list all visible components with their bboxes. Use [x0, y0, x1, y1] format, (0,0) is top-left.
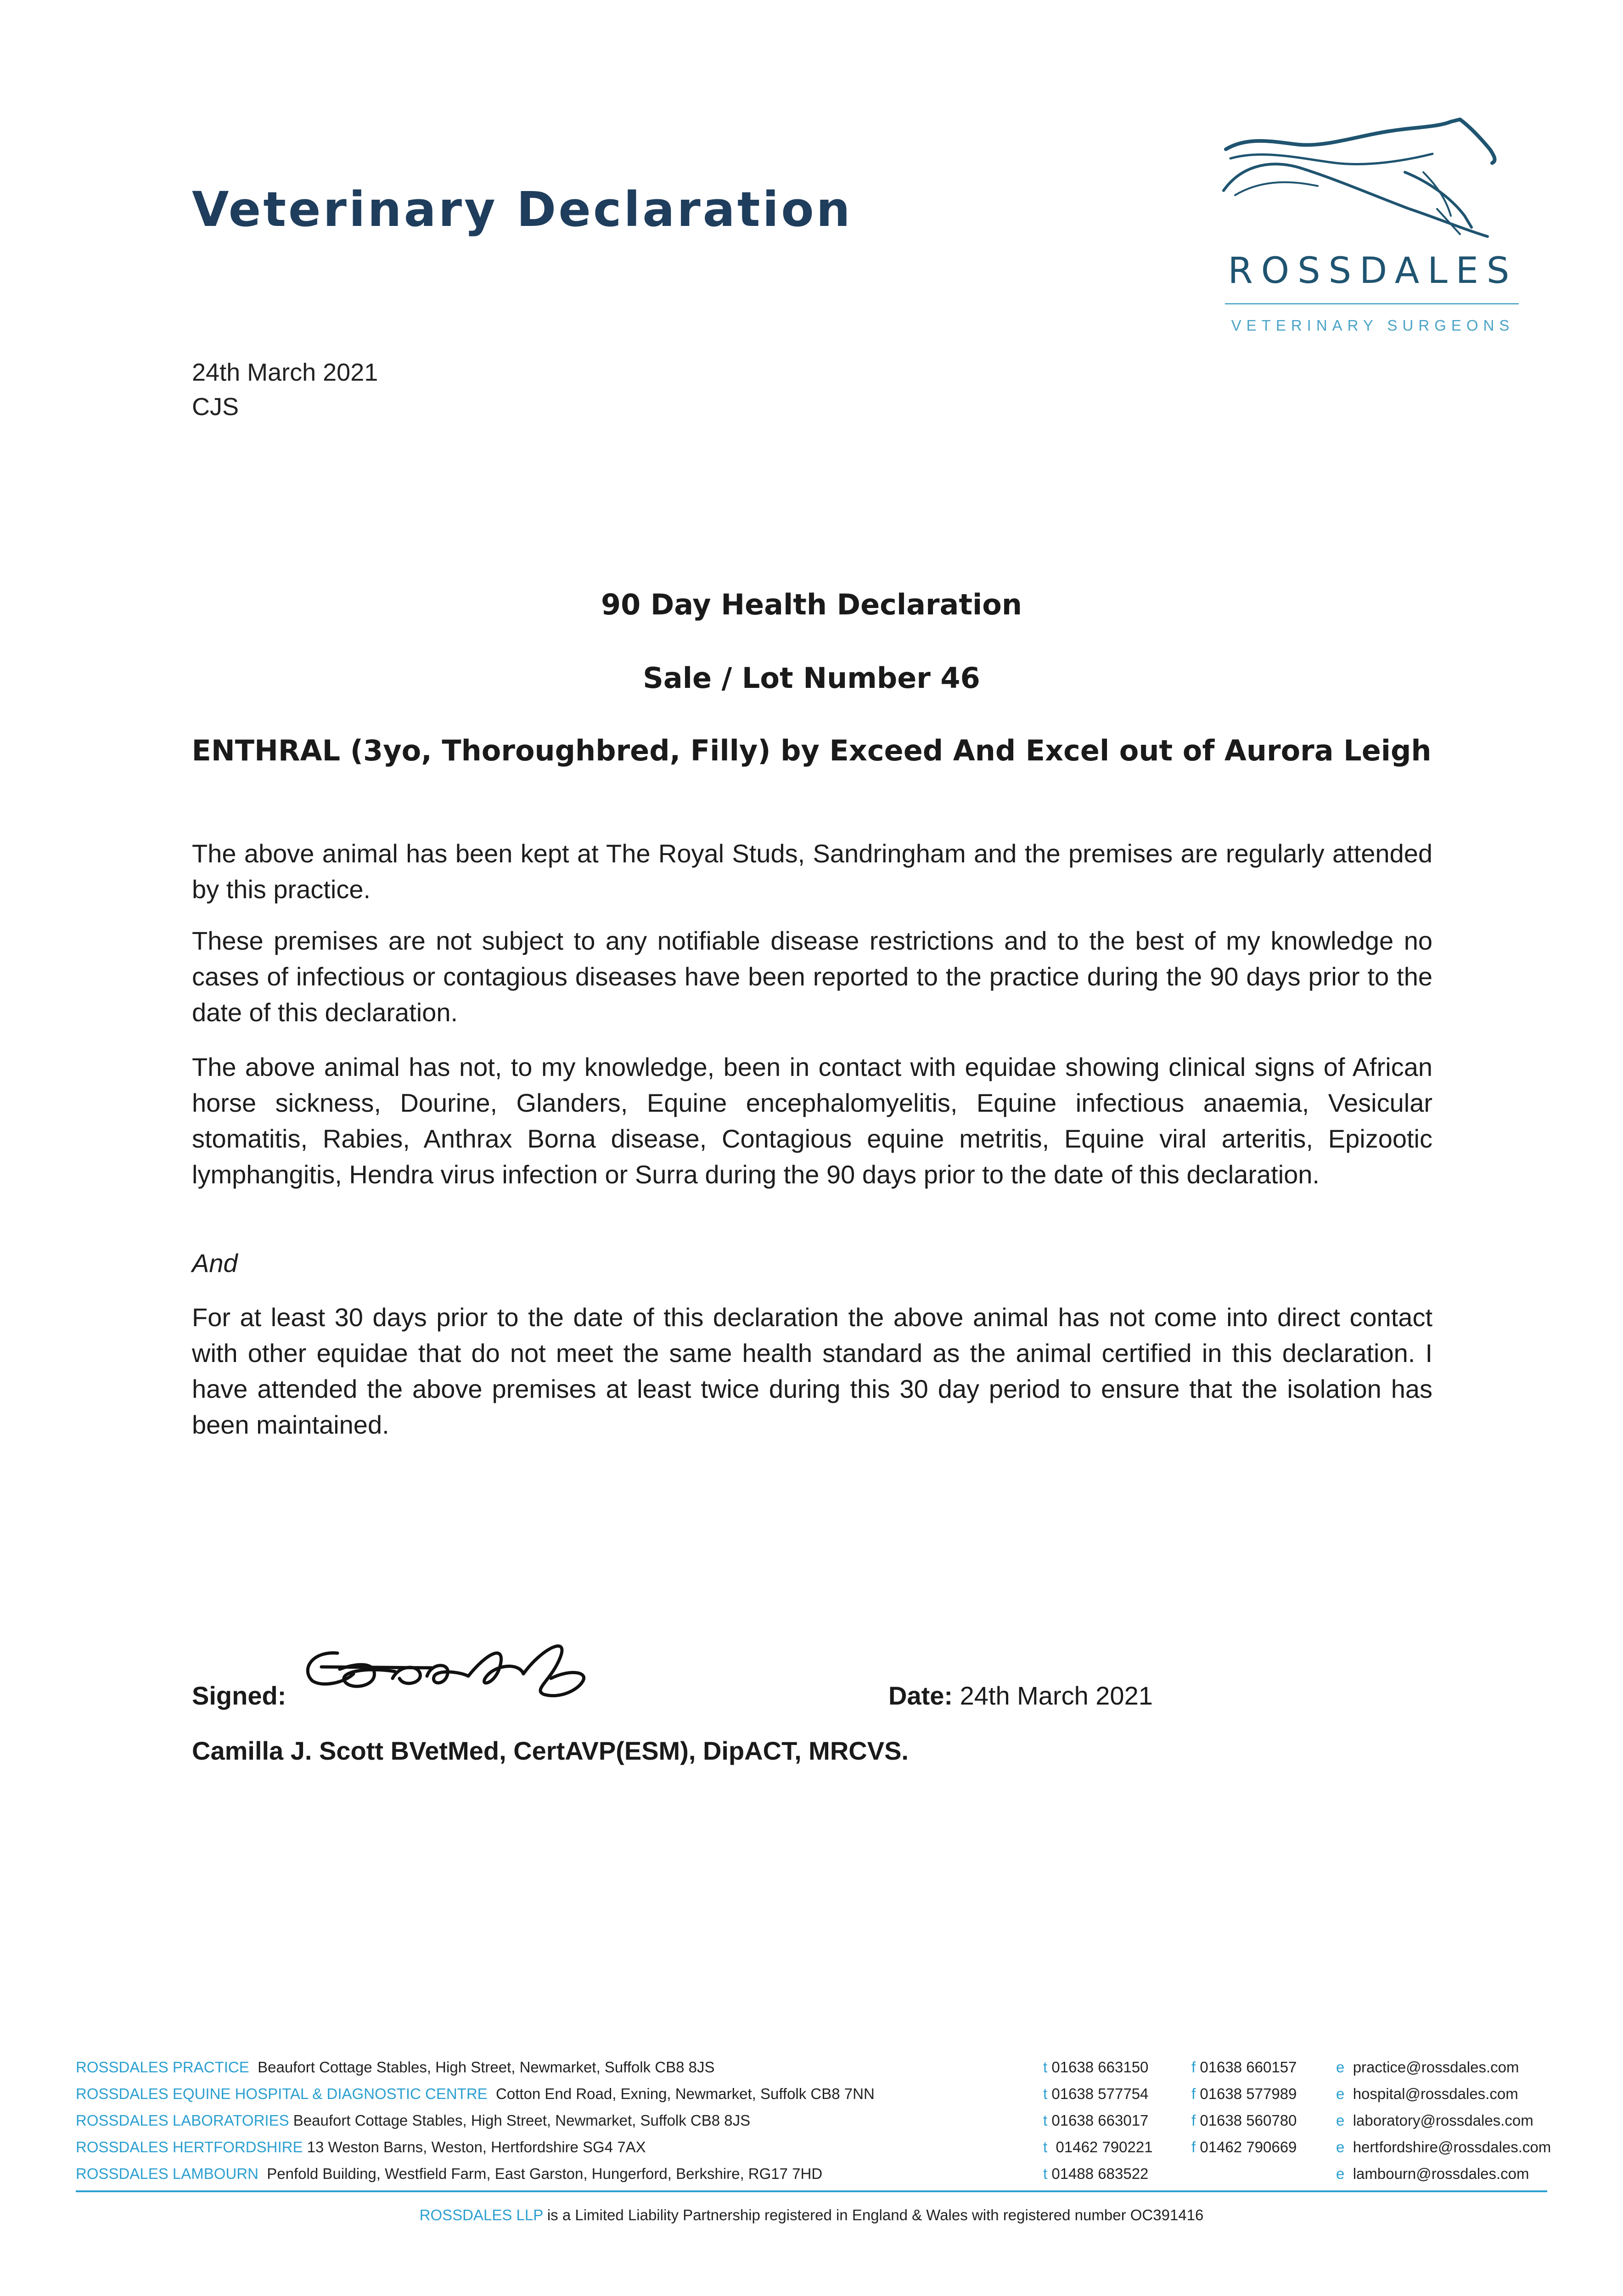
footer-row [76, 2059, 715, 2076]
handwritten-signature [294, 1626, 606, 1717]
footer-row [76, 2165, 822, 2183]
animal-heading: ENTHRAL (3yo, Thoroughbred, Filly) by Exceed And Excel out of Aurora Leigh [191, 734, 1432, 767]
footer-office-address: Cotton End Road, Exning, Newmarket, Suffolk CB8 7NN [496, 2085, 875, 2102]
lot-heading: Sale / Lot Number 46 [643, 661, 980, 695]
footer-email: e hospital@rossdales.com [1336, 2085, 1518, 2102]
footer-telephone: t 01638 577754 [1043, 2085, 1149, 2102]
footer-email: e lambourn@rossdales.com [1336, 2165, 1529, 2182]
footer-office-name: ROSSDALES EQUINE HOSPITAL & DIAGNOSTIC CENTRE [76, 2085, 488, 2102]
footer-row [76, 2112, 750, 2129]
footer-telephone: t 01488 683522 [1043, 2165, 1149, 2182]
footer-office-name: ROSSDALES PRACTICE [76, 2059, 249, 2076]
body-paragraph-isolation: For at least 30 days prior to the date of this declaration the above animal has not come into direct contact with other equidae that do not meet the same health standard as the animal certified in this declaration. I have attended the above premises at least twice during this 30 day period to ensure that the isolation has been maintained. [192, 1303, 1432, 1439]
document-date: 24th March 2021 [192, 359, 378, 386]
footer-row [76, 2138, 646, 2156]
footer-divider [76, 2190, 1547, 2192]
footer-legal-notice [0, 2206, 1623, 2224]
footer-fax: f 01638 560780 [1191, 2112, 1297, 2129]
logo-wordmark: ROSSDALES [1228, 250, 1518, 292]
footer-office-address: 13 Weston Barns, Weston, Hertfordshire SG4 7AX [307, 2138, 646, 2155]
signature-date [888, 1681, 1153, 1711]
footer-fax: f 01638 660157 [1191, 2059, 1297, 2076]
footer-row [76, 2085, 875, 2103]
footer-email: e practice@rossdales.com [1336, 2059, 1519, 2076]
footer-fax: f 01462 790669 [1191, 2138, 1297, 2155]
footer-legal-text: is a Limited Liability Partnership registered in England & Wales with registered number OC391416 [547, 2206, 1204, 2223]
date-label: Date: [888, 1681, 953, 1710]
body-paragraph-restrictions: These premises are not subject to any notifiable disease restrictions and to the best of my knowledge no cases of infectious or contagious diseases have been reported to the practice during the 90 days prior to the date of this declaration. [192, 926, 1432, 1027]
body-paragraph-premises: The above animal has been kept at The Royal Studs, Sandringham and the premises are regularly attended by this practice. [192, 839, 1432, 904]
footer-fax: f 01638 577989 [1191, 2085, 1297, 2102]
logo-divider [1225, 303, 1519, 304]
rossdales-horse-logo [1221, 117, 1524, 347]
footer-email: e laboratory@rossdales.com [1336, 2112, 1533, 2129]
footer-telephone: t 01638 663150 [1043, 2059, 1149, 2076]
footer-office-name: ROSSDALES LAMBOURN [76, 2165, 258, 2182]
body-conjunction: And [192, 1249, 238, 1277]
document-title: Veterinary Declaration [192, 181, 853, 237]
document-reference: CJS [192, 393, 239, 421]
footer-email: e hertfordshire@rossdales.com [1336, 2138, 1551, 2155]
footer-office-name: ROSSDALES LABORATORIES [76, 2112, 289, 2129]
footer-office-address: Beaufort Cottage Stables, High Street, Newmarket, Suffolk CB8 8JS [293, 2112, 751, 2129]
signer-name: Camilla J. Scott BVetMed, CertAVP(ESM), DipACT, MRCVS. [192, 1736, 909, 1765]
footer-office-address: Beaufort Cottage Stables, High Street, Newmarket, Suffolk CB8 8JS [258, 2059, 715, 2076]
logo-tagline: VETERINARY SURGEONS [1231, 317, 1515, 334]
footer-legal-name: ROSSDALES LLP [419, 2206, 543, 2223]
footer-telephone: t 01462 790221 [1043, 2138, 1153, 2155]
date-value: 24th March 2021 [960, 1681, 1153, 1710]
footer-office-name: ROSSDALES HERTFORDSHIRE [76, 2138, 303, 2155]
signed-label: Signed: [192, 1681, 286, 1710]
body-paragraph-diseases: The above animal has not, to my knowledge, been in contact with equidae showing clinical signs of African horse sickness, Dourine, Glanders, Equine encephalomyelitis, Equine infectious anaemia, Vesicular stomatitis, Rabies, Anthrax Borna disease, Contagious equine metritis, Equine viral arteritis, Epizootic lymphangitis, Hendra virus infection or Surra during the 90 days prior to the date of this declaration. [192, 1052, 1432, 1189]
footer-office-address: Penfold Building, Westfield Farm, East Garston, Hungerford, Berkshire, RG17 7HD [267, 2165, 823, 2182]
footer-telephone: t 01638 663017 [1043, 2112, 1149, 2129]
declaration-heading: 90 Day Health Declaration [601, 588, 1022, 621]
